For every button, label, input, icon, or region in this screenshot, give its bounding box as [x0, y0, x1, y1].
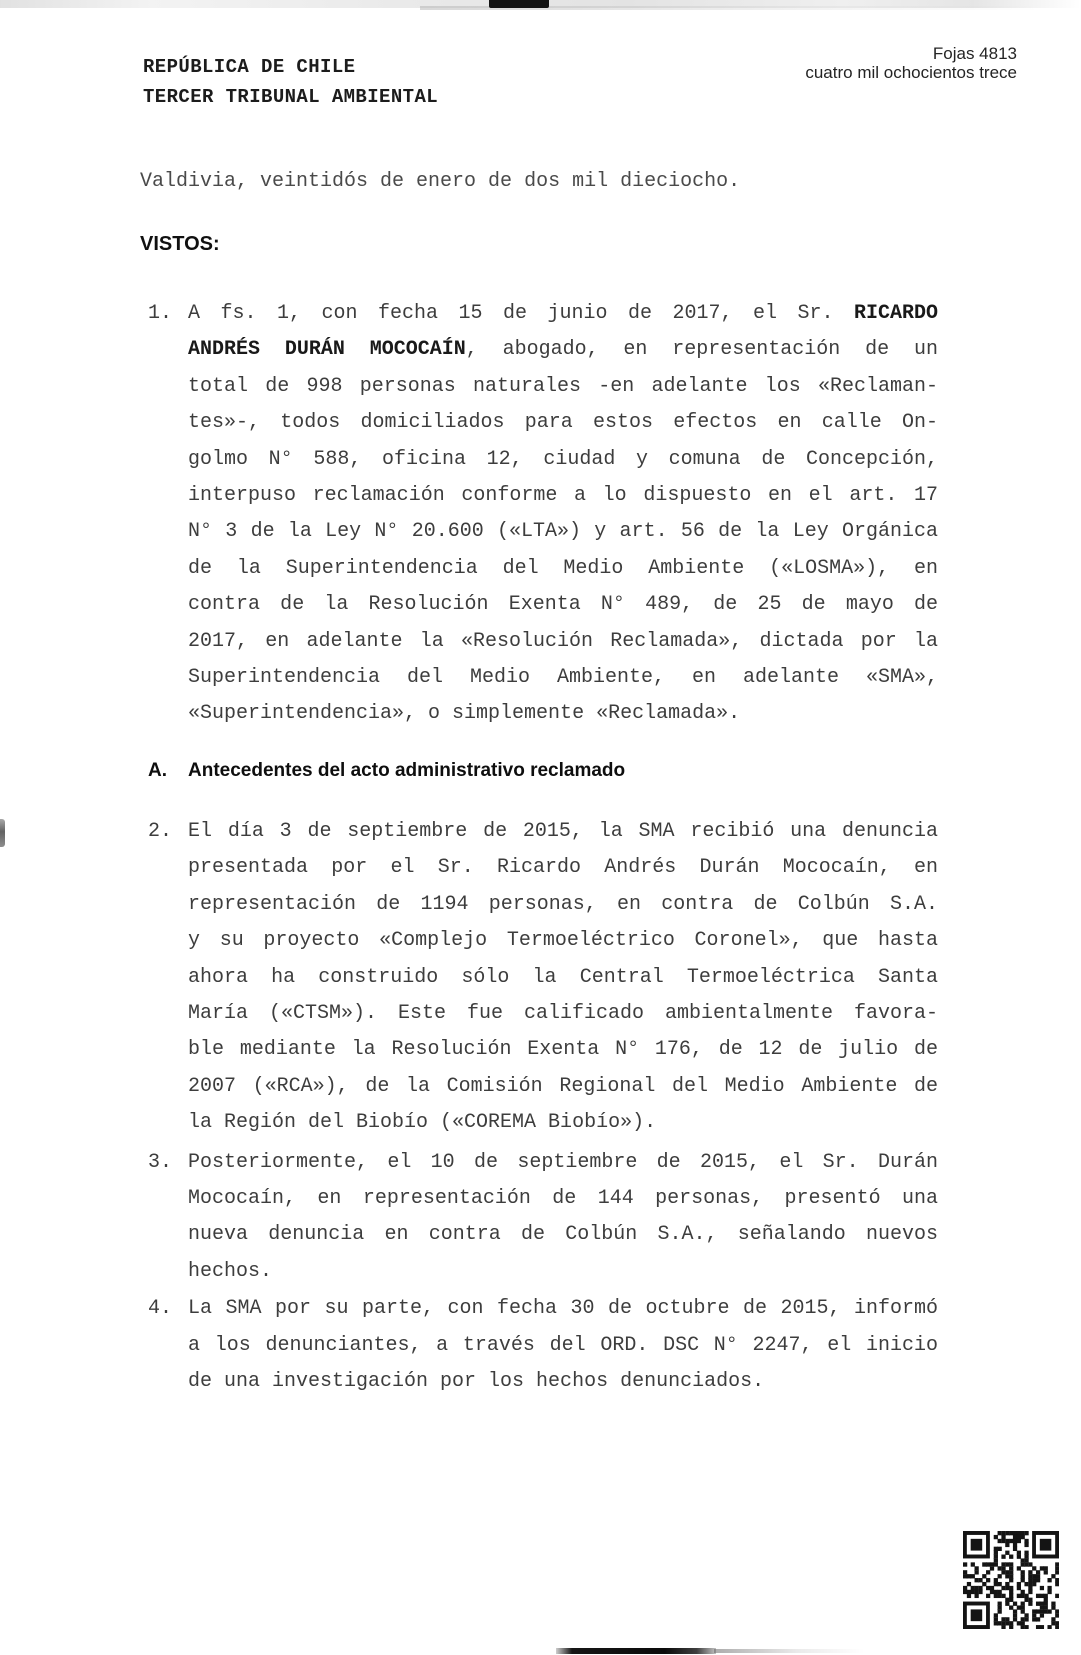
text-segment: total de 998 personas naturales -en adelante los «Reclaman- — [188, 374, 938, 398]
paragraph-text — [188, 1291, 938, 1400]
paragraph-line — [188, 1105, 938, 1141]
scan-mark-left-margin — [0, 819, 5, 847]
text-segment: nueva denuncia en contra de Colbún S.A., señalando nuevos — [188, 1223, 938, 1247]
text-segment: la Región del Biobío («COREMA Biobío»). — [188, 1111, 657, 1135]
paragraph-line — [188, 1364, 938, 1400]
text-segment: representación de 1194 personas, en contra de Colbún S.A. — [188, 892, 938, 916]
numbered-paragraph — [148, 814, 940, 1142]
qr-code-canvas — [963, 1531, 1059, 1629]
section-heading — [148, 753, 940, 789]
paragraph-text: Antecedentes del acto administrativo reclamado — [188, 759, 626, 781]
paragraph-line — [188, 1328, 938, 1364]
paragraph-number: 3. — [148, 1150, 173, 1174]
text-segment: contra de la Resolución Exenta N° 489, de 25 de mayo de — [188, 593, 938, 617]
numbered-paragraph — [148, 1145, 940, 1291]
place-date-line: Valdivia, veintidós de enero de dos mil dieciocho. — [140, 170, 741, 193]
paragraph-number: 4. — [148, 1297, 173, 1321]
paragraph-line — [188, 1181, 938, 1217]
paragraph-line — [188, 551, 938, 587]
paragraph-line — [188, 332, 938, 368]
paragraph-line — [188, 296, 938, 332]
text-segment: presentada por el Sr. Ricardo Andrés Durán Mococaín, en — [188, 856, 938, 880]
paragraph-line — [188, 996, 938, 1032]
text-segment: de una investigación por los hechos denunciados. — [188, 1369, 765, 1393]
text-segment: Posteriormente, el 10 de septiembre de 2015, el Sr. Durán — [188, 1150, 938, 1174]
paragraph-text — [188, 296, 938, 733]
scan-dark-mark-bottom — [556, 1648, 716, 1654]
paragraph-line — [188, 1217, 938, 1253]
numbered-paragraph — [148, 296, 940, 733]
text-segment: de la Superintendencia del Medio Ambiente («LOSMA»), en — [188, 556, 938, 580]
paragraph-line — [188, 369, 938, 405]
text-segment: RICARDO — [853, 302, 938, 325]
paragraph-line — [188, 850, 938, 886]
text-segment: y su proyecto «Complejo Termoeléctrico Coronel», que hasta — [188, 929, 938, 953]
text-segment: Superintendencia del Medio Ambiente, en adelante «SMA», — [188, 666, 938, 690]
text-segment: La SMA por su parte, con fecha 30 de octubre de 2015, informó — [188, 1297, 938, 1321]
paragraph-line — [188, 1032, 938, 1068]
letterhead — [143, 52, 438, 112]
paragraph-line — [188, 660, 938, 696]
paragraph-line — [188, 1254, 938, 1290]
letterhead-tribunal: TERCER TRIBUNAL AMBIENTAL — [143, 86, 439, 108]
paragraph-text — [188, 1145, 938, 1291]
paragraph-line — [188, 624, 938, 660]
paragraph-number: 1. — [148, 302, 173, 325]
paragraph-line — [188, 1145, 938, 1181]
paragraph-number: A. — [148, 759, 167, 781]
text-segment: El día 3 de septiembre de 2015, la SMA recibió una denuncia — [188, 819, 938, 843]
text-segment: A fs. 1, con fecha 15 de junio de 2017, el Sr. — [188, 302, 854, 325]
numbered-paragraph — [148, 1291, 940, 1400]
text-segment: golmo N° 588, oficina 12, ciudad y comuna de Concepción, — [188, 447, 938, 471]
paragraph-line — [188, 1069, 938, 1105]
letterhead-country: REPÚBLICA DE CHILE — [143, 56, 356, 78]
fojas-stamp — [805, 44, 1017, 82]
text-segment: a los denunciantes, a través del ORD. DSC N° 2247, el inicio — [188, 1333, 938, 1357]
text-segment: Mococaín, en representación de 144 personas, presentó una — [188, 1186, 938, 1210]
text-segment: interpuso reclamación conforme a lo dispuesto en el art. 17 — [188, 484, 938, 508]
paragraph-line — [188, 442, 938, 478]
paragraph-line — [188, 478, 938, 514]
qr-code — [963, 1531, 1059, 1629]
paragraph-line — [188, 1291, 938, 1327]
paragraph-text — [188, 814, 938, 1142]
text-segment: 2007 («RCA»), de la Comisión Regional del Medio Ambiente de — [188, 1074, 938, 1098]
text-segment: 2017, en adelante la «Resolución Reclamada», dictada por la — [188, 629, 938, 653]
paragraph-number: 2. — [148, 819, 173, 843]
vistos-heading: VISTOS: — [140, 233, 220, 255]
content-column — [148, 296, 940, 1400]
fojas-words: cuatro mil ochocientos trece — [805, 63, 1017, 82]
text-segment: ahora ha construido sólo la Central Termoeléctrica Santa — [188, 965, 938, 989]
paragraph-line — [188, 587, 938, 623]
text-segment: ANDRÉS DURÁN MOCOCAÍN — [188, 338, 466, 362]
text-segment: María («CTSM»). Este fue calificado ambientalmente favora- — [188, 1001, 938, 1025]
text-segment: hechos. — [188, 1259, 273, 1283]
scan-dark-mark-top — [489, 0, 549, 8]
text-segment: N° 3 de la Ley N° 20.600 («LTA») y art. 56 de la Ley Orgánica — [188, 520, 938, 544]
scan-fade-bottom — [714, 1649, 864, 1653]
paragraph-line — [188, 696, 938, 732]
paragraph-line — [188, 814, 938, 850]
paragraph-line — [188, 405, 938, 441]
fojas-number: Fojas 4813 — [932, 44, 1017, 63]
paragraph-line — [188, 923, 938, 959]
text-segment: «Superintendencia», o simplemente «Reclamada». — [188, 702, 741, 726]
paragraph-line — [188, 960, 938, 996]
paragraph-line — [188, 514, 938, 550]
text-segment: ble mediante la Resolución Exenta N° 176, de 12 de julio de — [188, 1038, 938, 1062]
paragraph-line — [188, 887, 938, 923]
text-segment: , abogado, en representación de un — [465, 338, 938, 362]
text-segment: tes»-, todos domiciliados para estos efectos en calle On- — [188, 411, 938, 435]
